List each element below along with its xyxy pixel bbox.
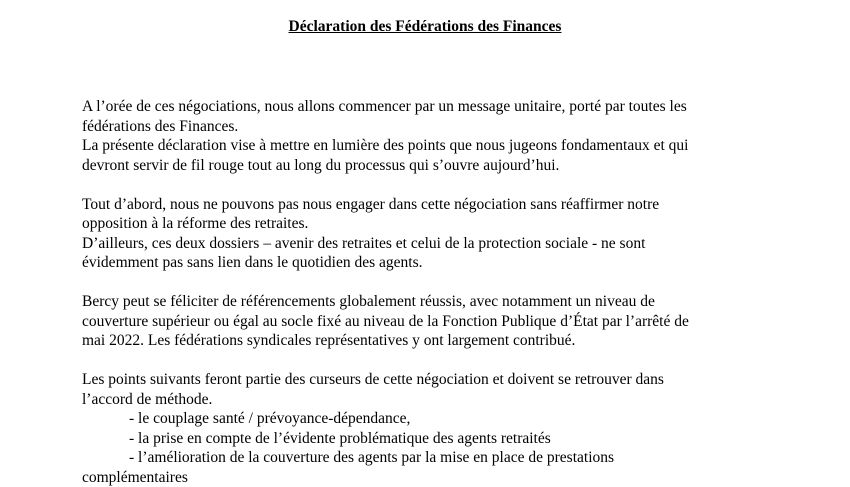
paragraph-points-suivants — [82, 370, 772, 409]
text-line: couverture supérieur ou égal au socle fixé au niveau de la Fonction Publique d’État par l’arrêté de — [82, 312, 772, 332]
list-item: - la prise en compte de l’évidente problématique des agents retraités — [82, 429, 772, 449]
list-item: - l’amélioration de la couverture des agents par la mise en place de prestations — [82, 448, 772, 468]
text-line: Tout d’abord, nous ne pouvons pas nous engager dans cette négociation sans réaffirmer notre — [82, 195, 772, 215]
text-line: Bercy peut se féliciter de référencements globalement réussis, avec notamment un niveau de — [82, 292, 772, 312]
text-line: opposition à la réforme des retraites. — [82, 214, 772, 234]
text-line: La présente déclaration vise à mettre en lumière des points que nous jugeons fondamentaux et qui — [82, 136, 772, 156]
text-line: A l’orée de ces négociations, nous allons commencer par un message unitaire, porté par toutes les — [82, 97, 772, 117]
paragraph-introduction — [82, 97, 772, 175]
bullet-list — [82, 409, 772, 487]
paragraph-bercy — [82, 292, 772, 351]
paragraph-retraites — [82, 195, 772, 273]
list-item: - le couplage santé / prévoyance-dépendance, — [82, 409, 772, 429]
text-line: Les points suivants feront partie des curseurs de cette négociation et doivent se retrouver dans — [82, 370, 772, 390]
text-line: mai 2022. Les fédérations syndicales représentatives y ont largement contribué. — [82, 331, 772, 351]
text-line: évidemment pas sans lien dans le quotidien des agents. — [82, 253, 772, 273]
document-title: Déclaration des Fédérations des Finances — [0, 17, 850, 37]
list-item: complémentaires — [82, 468, 772, 487]
text-line: l’accord de méthode. — [82, 390, 772, 410]
document-body — [82, 97, 772, 487]
text-line: D’ailleurs, ces deux dossiers – avenir des retraites et celui de la protection sociale - ne sont — [82, 234, 772, 254]
text-line: fédérations des Finances. — [82, 117, 772, 137]
text-line: devront servir de fil rouge tout au long du processus qui s’ouvre aujourd’hui. — [82, 156, 772, 176]
